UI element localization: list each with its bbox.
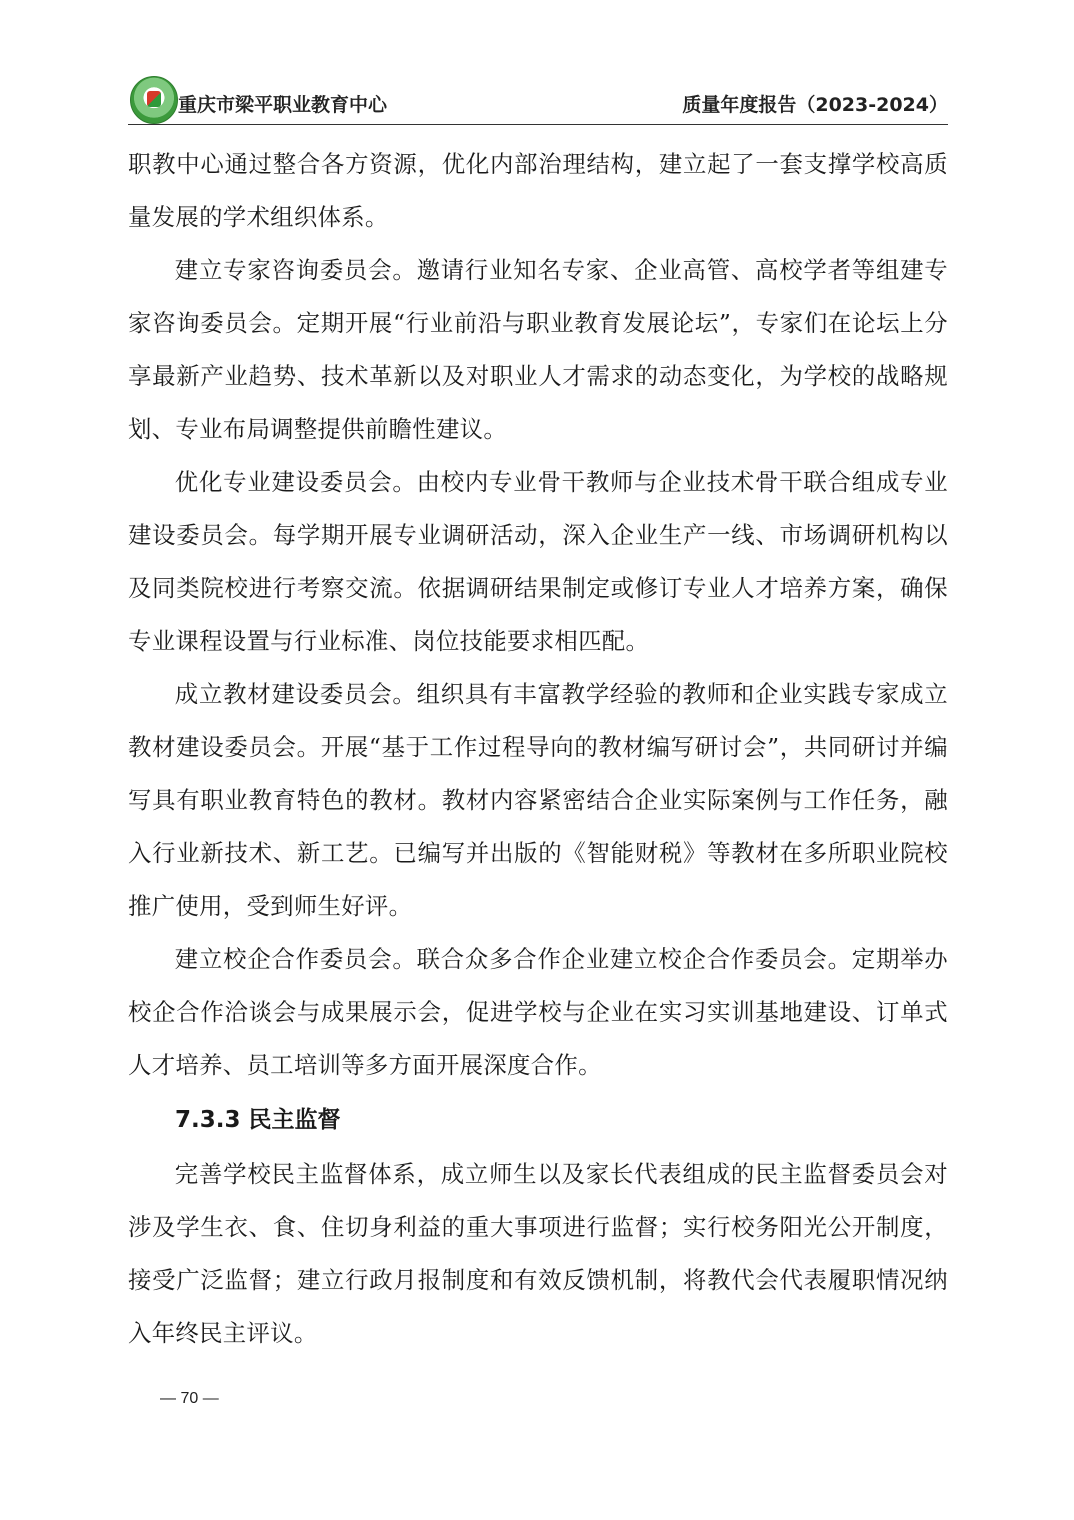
- school-enterprise-committee-paragraph: 建立校企合作委员会。联合众多合作企业建立校企合作委员会。定期举办校企合作洽谈会与成果展示会，促进学校与企业在实习实训基地建设、订单式人才培养、员工培训等多方面开展深度合作。: [128, 945, 948, 1079]
- section-heading: 7.3.3 民主监督: [175, 1107, 341, 1133]
- report-title: 质量年度报告（2023-2024）: [682, 94, 948, 116]
- textbook-committee-paragraph: 成立教材建设委员会。组织具有丰富教学经验的教师和企业实践专家成立教材建设委员会。开展“基于工作过程导向的教材编写研讨会”，共同研讨并编写具有职业教育特色的教材。教材内容紧密结合企业实际案例与工作任务，融入行业新技术、新工艺。已编写并出版的《智能财税》等教材在多所职业院校推广使用，受到师生好评。: [128, 680, 948, 920]
- expert-committee-paragraph: 建立专家咨询委员会。邀请行业知名专家、企业高管、高校学者等组建专家咨询委员会。定期开展“行业前沿与职业教育发展论坛”，专家们在论坛上分享最新产业趋势、技术革新以及对职业人才需求的动态变化，为学校的战略规划、专业布局调整提供前瞻性建议。: [128, 256, 948, 443]
- intro-paragraph: 职教中心通过整合各方资源，优化内部治理结构，建立起了一套支撑学校高质量发展的学术组织体系。: [128, 150, 948, 231]
- page-header: [128, 72, 948, 125]
- school-name: 重庆市梁平职业教育中心: [178, 94, 388, 116]
- specialty-committee-paragraph: 优化专业建设委员会。由校内专业骨干教师与企业技术骨干联合组成专业建设委员会。每学期开展专业调研活动，深入企业生产一线、市场调研机构以及同类院校进行考察交流。依据调研结果制定或修订专业人才培养方案，确保专业课程设置与行业标准、岗位技能要求相匹配。: [128, 468, 948, 655]
- democratic-supervision-paragraph: 完善学校民主监督体系，成立师生以及家长代表组成的民主监督委员会对涉及学生衣、食、住切身利益的重大事项进行监督；实行校务阳光公开制度，接受广泛监督；建立行政月报制度和有效反馈机制，将教代会代表履职情况纳入年终民主评议。: [128, 1160, 948, 1347]
- page-number: — 70 —: [160, 1390, 219, 1407]
- school-logo-icon: [130, 76, 178, 124]
- document-body: [128, 138, 948, 1360]
